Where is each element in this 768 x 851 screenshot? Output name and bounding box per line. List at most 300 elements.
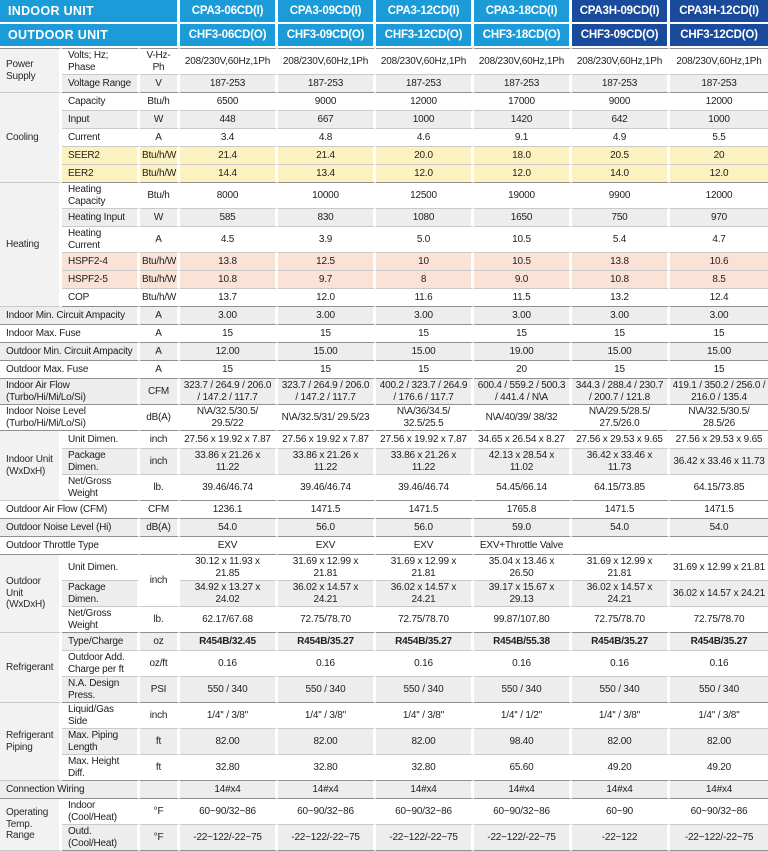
indoor-model-header: CPA3H-09CD(I) bbox=[572, 0, 670, 24]
value-cell: N\A/40/39/ 38/32 bbox=[474, 405, 572, 431]
value-cell: 400.2 / 323.7 / 264.9 / 176.6 / 117.7 bbox=[376, 379, 474, 405]
unit-cell: CFM bbox=[140, 379, 180, 405]
value-cell: -22~122 bbox=[572, 825, 670, 851]
value-cell: 14#x4 bbox=[474, 781, 572, 799]
value-cell: 8 bbox=[376, 271, 474, 289]
value-cell: 208/230V,60Hz,1Ph bbox=[180, 48, 278, 75]
indoor-model-header: CPA3H-12CD(I) bbox=[670, 0, 768, 24]
value-cell: 9900 bbox=[572, 183, 670, 209]
unit-cell: ft bbox=[140, 755, 180, 781]
unit-cell: lb. bbox=[140, 475, 180, 501]
value-cell bbox=[670, 537, 768, 555]
value-cell: 187-253 bbox=[180, 75, 278, 93]
table-row bbox=[0, 48, 768, 75]
value-cell: 187-253 bbox=[376, 75, 474, 93]
spec-label: Connection Wiring bbox=[0, 781, 140, 799]
table-row bbox=[0, 581, 768, 607]
unit-cell: A bbox=[140, 325, 180, 343]
value-cell: 12.0 bbox=[278, 289, 376, 307]
value-cell: 1420 bbox=[474, 111, 572, 129]
value-cell: R454B/35.27 bbox=[278, 633, 376, 651]
category-cell: Refrigerant Piping bbox=[0, 703, 62, 781]
table-row bbox=[0, 405, 768, 431]
value-cell: 10.5 bbox=[474, 253, 572, 271]
value-cell: 12.4 bbox=[670, 289, 768, 307]
value-cell: 13.7 bbox=[180, 289, 278, 307]
value-cell: R454B/35.27 bbox=[670, 633, 768, 651]
value-cell: 60~90/32~86 bbox=[180, 799, 278, 825]
indoor-model-header: CPA3-09CD(I) bbox=[278, 0, 376, 24]
value-cell: 14.4 bbox=[180, 165, 278, 183]
value-cell: 82.00 bbox=[670, 729, 768, 755]
value-cell: 49.20 bbox=[670, 755, 768, 781]
value-cell: 15.00 bbox=[376, 343, 474, 361]
value-cell: 550 / 340 bbox=[474, 677, 572, 703]
value-cell: 4.7 bbox=[670, 227, 768, 253]
value-cell: 19000 bbox=[474, 183, 572, 209]
value-cell: 32.80 bbox=[278, 755, 376, 781]
unit-cell: A bbox=[140, 307, 180, 325]
indoor-model-header: CPA3-12CD(I) bbox=[376, 0, 474, 24]
value-cell: 5.5 bbox=[670, 129, 768, 147]
unit-cell bbox=[140, 537, 180, 555]
indoor-unit-label: INDOOR UNIT bbox=[0, 0, 180, 24]
value-cell: 11.6 bbox=[376, 289, 474, 307]
value-cell: 1650 bbox=[474, 209, 572, 227]
value-cell: R454B/35.27 bbox=[376, 633, 474, 651]
table-row bbox=[0, 271, 768, 289]
value-cell: -22~122/-22~75 bbox=[474, 825, 572, 851]
table-row bbox=[0, 147, 768, 165]
table-row bbox=[0, 729, 768, 755]
unit-cell: inch bbox=[140, 431, 180, 449]
value-cell: 20.0 bbox=[376, 147, 474, 165]
value-cell: 60~90 bbox=[572, 799, 670, 825]
value-cell: R454B/32.45 bbox=[180, 633, 278, 651]
value-cell: 344.3 / 288.4 / 230.7 / 200.7 / 121.8 bbox=[572, 379, 670, 405]
value-cell: -22~122/-22~75 bbox=[670, 825, 768, 851]
value-cell: 187-253 bbox=[474, 75, 572, 93]
value-cell: 14#x4 bbox=[670, 781, 768, 799]
value-cell: 1000 bbox=[670, 111, 768, 129]
value-cell: -22~122/-22~75 bbox=[278, 825, 376, 851]
table-row bbox=[0, 799, 768, 825]
value-cell: 14#x4 bbox=[278, 781, 376, 799]
value-cell: 54.45/66.14 bbox=[474, 475, 572, 501]
table-row bbox=[0, 93, 768, 111]
value-cell bbox=[572, 537, 670, 555]
value-cell: 64.15/73.85 bbox=[572, 475, 670, 501]
table-row bbox=[0, 825, 768, 851]
unit-cell: CFM bbox=[140, 501, 180, 519]
value-cell: 60~90/32~86 bbox=[474, 799, 572, 825]
spec-label: Unit Dimen. bbox=[62, 555, 140, 581]
value-cell: 99.87/107.80 bbox=[474, 607, 572, 633]
value-cell: 4.5 bbox=[180, 227, 278, 253]
spec-label: Indoor Air Flow (Turbo/Hi/Mi/Lo/Si) bbox=[0, 379, 140, 405]
unit-cell: A bbox=[140, 343, 180, 361]
category-cell: Heating bbox=[0, 183, 62, 307]
outdoor-unit-header-row bbox=[0, 24, 768, 48]
value-cell: 15 bbox=[180, 325, 278, 343]
value-cell: 82.00 bbox=[278, 729, 376, 755]
spec-label: Heating Current bbox=[62, 227, 140, 253]
value-cell: 49.20 bbox=[572, 755, 670, 781]
value-cell: 60~90/32~86 bbox=[670, 799, 768, 825]
value-cell: 27.56 x 19.92 x 7.87 bbox=[376, 431, 474, 449]
value-cell: 12.0 bbox=[670, 165, 768, 183]
unit-cell: ft bbox=[140, 729, 180, 755]
spec-label: Outdoor Max. Fuse bbox=[0, 361, 140, 379]
value-cell: 27.56 x 19.92 x 7.87 bbox=[278, 431, 376, 449]
value-cell: 550 / 340 bbox=[278, 677, 376, 703]
value-cell: 0.16 bbox=[670, 651, 768, 677]
value-cell: 12.5 bbox=[278, 253, 376, 271]
value-cell: 550 / 340 bbox=[572, 677, 670, 703]
spec-label: HSPF2-4 bbox=[62, 253, 140, 271]
value-cell: 3.00 bbox=[572, 307, 670, 325]
spec-label: Heating Input bbox=[62, 209, 140, 227]
value-cell: 33.86 x 21.26 x 11.22 bbox=[376, 449, 474, 475]
value-cell: 15.00 bbox=[572, 343, 670, 361]
spec-label: Outd. (Cool/Heat) bbox=[62, 825, 140, 851]
value-cell: 35.04 x 13.46 x 26.50 bbox=[474, 555, 572, 581]
category-cell: Cooling bbox=[0, 93, 62, 183]
value-cell: 21.4 bbox=[278, 147, 376, 165]
value-cell: 82.00 bbox=[180, 729, 278, 755]
value-cell: 0.16 bbox=[278, 651, 376, 677]
category-cell: Power Supply bbox=[0, 48, 62, 93]
value-cell: 39.46/46.74 bbox=[376, 475, 474, 501]
value-cell: 59.0 bbox=[474, 519, 572, 537]
unit-cell: Btu/h/W bbox=[140, 253, 180, 271]
value-cell: 72.75/78.70 bbox=[670, 607, 768, 633]
outdoor-model-header: CHF3-12CD(O) bbox=[670, 24, 768, 48]
spec-label: Outdoor Noise Level (Hi) bbox=[0, 519, 140, 537]
value-cell: 3.9 bbox=[278, 227, 376, 253]
table-row bbox=[0, 781, 768, 799]
value-cell: 550 / 340 bbox=[376, 677, 474, 703]
value-cell: 27.56 x 19.92 x 7.87 bbox=[180, 431, 278, 449]
table-row bbox=[0, 475, 768, 501]
value-cell: 15.00 bbox=[670, 343, 768, 361]
table-row bbox=[0, 75, 768, 93]
value-cell: 36.02 x 14.57 x 24.21 bbox=[278, 581, 376, 607]
value-cell: 9000 bbox=[572, 93, 670, 111]
spec-label: Outdoor Add. Charge per ft bbox=[62, 651, 140, 677]
value-cell: 3.00 bbox=[376, 307, 474, 325]
unit-cell: Btu/h/W bbox=[140, 165, 180, 183]
value-cell: 14#x4 bbox=[572, 781, 670, 799]
value-cell: EXV bbox=[278, 537, 376, 555]
value-cell: 12.0 bbox=[474, 165, 572, 183]
value-cell: 30.12 x 11.93 x 21.85 bbox=[180, 555, 278, 581]
value-cell: 10.6 bbox=[670, 253, 768, 271]
table-row bbox=[0, 651, 768, 677]
value-cell: 9.7 bbox=[278, 271, 376, 289]
value-cell: 970 bbox=[670, 209, 768, 227]
value-cell: 585 bbox=[180, 209, 278, 227]
category-cell: Outdoor Unit (WxDxH) bbox=[0, 555, 62, 633]
value-cell: 12.00 bbox=[180, 343, 278, 361]
value-cell: 98.40 bbox=[474, 729, 572, 755]
spec-label: HSPF2-5 bbox=[62, 271, 140, 289]
table-row bbox=[0, 677, 768, 703]
value-cell: 14.0 bbox=[572, 165, 670, 183]
value-cell: 12000 bbox=[670, 183, 768, 209]
value-cell: 64.15/73.85 bbox=[670, 475, 768, 501]
unit-cell: Btu/h bbox=[140, 183, 180, 209]
value-cell: 82.00 bbox=[572, 729, 670, 755]
value-cell: 39.46/46.74 bbox=[278, 475, 376, 501]
value-cell: 830 bbox=[278, 209, 376, 227]
value-cell: 18.0 bbox=[474, 147, 572, 165]
category-cell: Operating Temp. Range bbox=[0, 799, 62, 851]
value-cell: 15.00 bbox=[278, 343, 376, 361]
value-cell: 20 bbox=[474, 361, 572, 379]
value-cell: 42.13 x 28.54 x 11.02 bbox=[474, 449, 572, 475]
value-cell: 208/230V,60Hz,1Ph bbox=[670, 48, 768, 75]
unit-cell: inch bbox=[140, 449, 180, 475]
value-cell: 15 bbox=[670, 325, 768, 343]
table-row bbox=[0, 537, 768, 555]
value-cell: R454B/55.38 bbox=[474, 633, 572, 651]
spec-label: Capacity bbox=[62, 93, 140, 111]
value-cell: 8000 bbox=[180, 183, 278, 209]
value-cell: -22~122/-22~75 bbox=[180, 825, 278, 851]
spec-table-body bbox=[0, 48, 768, 851]
value-cell: 15 bbox=[572, 361, 670, 379]
value-cell: 9.1 bbox=[474, 129, 572, 147]
value-cell: 10.8 bbox=[180, 271, 278, 289]
value-cell: 19.00 bbox=[474, 343, 572, 361]
value-cell: 1/4'' / 3/8'' bbox=[572, 703, 670, 729]
table-row bbox=[0, 289, 768, 307]
spec-label: Current bbox=[62, 129, 140, 147]
value-cell: 15 bbox=[376, 361, 474, 379]
value-cell: 31.69 x 12.99 x 21.81 bbox=[670, 555, 768, 581]
value-cell: 600.4 / 559.2 / 500.3 / 441.4 / N\A bbox=[474, 379, 572, 405]
value-cell: 8.5 bbox=[670, 271, 768, 289]
unit-cell: inch bbox=[140, 703, 180, 729]
value-cell: EXV bbox=[180, 537, 278, 555]
spec-label: Liquid/Gas Side bbox=[62, 703, 140, 729]
value-cell: 17000 bbox=[474, 93, 572, 111]
unit-cell: °F bbox=[140, 799, 180, 825]
spec-label: Indoor (Cool/Heat) bbox=[62, 799, 140, 825]
value-cell: 15 bbox=[278, 325, 376, 343]
value-cell: 27.56 x 29.53 x 9.65 bbox=[572, 431, 670, 449]
value-cell: 14#x4 bbox=[180, 781, 278, 799]
value-cell: 448 bbox=[180, 111, 278, 129]
unit-cell: Btu/h bbox=[140, 93, 180, 111]
value-cell: 9.0 bbox=[474, 271, 572, 289]
value-cell: -22~122/-22~75 bbox=[376, 825, 474, 851]
indoor-model-header: CPA3-18CD(I) bbox=[474, 0, 572, 24]
value-cell: 1471.5 bbox=[572, 501, 670, 519]
value-cell: 208/230V,60Hz,1Ph bbox=[572, 48, 670, 75]
spec-label: Max. Height Diff. bbox=[62, 755, 140, 781]
spec-label: Type/Charge bbox=[62, 633, 140, 651]
value-cell: N\A/32.5/30.5/ 28.5/26 bbox=[670, 405, 768, 431]
unit-cell: oz/ft bbox=[140, 651, 180, 677]
value-cell: 56.0 bbox=[376, 519, 474, 537]
value-cell: 208/230V,60Hz,1Ph bbox=[278, 48, 376, 75]
unit-cell: A bbox=[140, 227, 180, 253]
spec-label: SEER2 bbox=[62, 147, 140, 165]
value-cell: 0.16 bbox=[572, 651, 670, 677]
outdoor-model-header: CHF3-06CD(O) bbox=[180, 24, 278, 48]
table-row bbox=[0, 755, 768, 781]
value-cell: 1/4'' / 3/8'' bbox=[180, 703, 278, 729]
unit-cell: Btu/h/W bbox=[140, 289, 180, 307]
value-cell: 550 / 340 bbox=[180, 677, 278, 703]
value-cell: 3.00 bbox=[180, 307, 278, 325]
table-row bbox=[0, 449, 768, 475]
value-cell: 3.00 bbox=[474, 307, 572, 325]
value-cell: 1236.1 bbox=[180, 501, 278, 519]
value-cell: 10.8 bbox=[572, 271, 670, 289]
value-cell: 65.60 bbox=[474, 755, 572, 781]
spec-label: Outdoor Min. Circuit Ampacity bbox=[0, 343, 140, 361]
value-cell: 12000 bbox=[376, 93, 474, 111]
unit-cell: PSI bbox=[140, 677, 180, 703]
value-cell: 11.5 bbox=[474, 289, 572, 307]
value-cell: 1080 bbox=[376, 209, 474, 227]
value-cell: 34.65 x 26.54 x 8.27 bbox=[474, 431, 572, 449]
value-cell: 54.0 bbox=[572, 519, 670, 537]
unit-cell: lb. bbox=[140, 607, 180, 633]
outdoor-unit-label: OUTDOOR UNIT bbox=[0, 24, 180, 48]
spec-label: Net/Gross Weight bbox=[62, 475, 140, 501]
value-cell: 20 bbox=[670, 147, 768, 165]
value-cell: N\A/32.5/30.5/ 29.5/22 bbox=[180, 405, 278, 431]
value-cell: 1471.5 bbox=[376, 501, 474, 519]
unit-cell: A bbox=[140, 361, 180, 379]
table-row bbox=[0, 227, 768, 253]
value-cell: 36.02 x 14.57 x 24.21 bbox=[670, 581, 768, 607]
value-cell: 15 bbox=[474, 325, 572, 343]
table-row bbox=[0, 501, 768, 519]
value-cell: 3.00 bbox=[278, 307, 376, 325]
value-cell: 3.4 bbox=[180, 129, 278, 147]
value-cell: 32.80 bbox=[376, 755, 474, 781]
value-cell: EXV bbox=[376, 537, 474, 555]
value-cell: 60~90/32~86 bbox=[278, 799, 376, 825]
value-cell: 15 bbox=[180, 361, 278, 379]
spec-label: Unit Dimen. bbox=[62, 431, 140, 449]
value-cell: 187-253 bbox=[278, 75, 376, 93]
spec-label: Indoor Noise Level (Turbo/Hi/Mi/Lo/Si) bbox=[0, 405, 140, 431]
value-cell: 33.86 x 21.26 x 11.22 bbox=[180, 449, 278, 475]
unit-cell: W bbox=[140, 111, 180, 129]
value-cell: 15 bbox=[376, 325, 474, 343]
value-cell: 39.46/46.74 bbox=[180, 475, 278, 501]
value-cell: 750 bbox=[572, 209, 670, 227]
table-row bbox=[0, 703, 768, 729]
spec-label: Voltage Range bbox=[62, 75, 140, 93]
value-cell: 642 bbox=[572, 111, 670, 129]
value-cell: 3.00 bbox=[670, 307, 768, 325]
table-row bbox=[0, 165, 768, 183]
value-cell: 208/230V,60Hz,1Ph bbox=[376, 48, 474, 75]
value-cell: 54.0 bbox=[180, 519, 278, 537]
value-cell: 0.16 bbox=[474, 651, 572, 677]
value-cell: 54.0 bbox=[670, 519, 768, 537]
value-cell: 21.4 bbox=[180, 147, 278, 165]
value-cell: 14#x4 bbox=[376, 781, 474, 799]
value-cell: 33.86 x 21.26 x 11.22 bbox=[278, 449, 376, 475]
unit-cell: V-Hz-Ph bbox=[140, 48, 180, 75]
value-cell: 1000 bbox=[376, 111, 474, 129]
value-cell: 72.75/78.70 bbox=[572, 607, 670, 633]
table-row bbox=[0, 519, 768, 537]
category-cell: Indoor Unit (WxDxH) bbox=[0, 431, 62, 501]
spec-label: Package Dimen. bbox=[62, 581, 140, 607]
unit-cell: V bbox=[140, 75, 180, 93]
table-row bbox=[0, 431, 768, 449]
spec-label: COP bbox=[62, 289, 140, 307]
value-cell: 62.17/67.68 bbox=[180, 607, 278, 633]
table-row bbox=[0, 209, 768, 227]
value-cell: 36.02 x 14.57 x 24.21 bbox=[376, 581, 474, 607]
table-row bbox=[0, 343, 768, 361]
value-cell: 187-253 bbox=[670, 75, 768, 93]
value-cell: 1471.5 bbox=[670, 501, 768, 519]
value-cell: 187-253 bbox=[572, 75, 670, 93]
value-cell: 10000 bbox=[278, 183, 376, 209]
spec-label: Package Dimen. bbox=[62, 449, 140, 475]
value-cell: 1/4'' / 3/8'' bbox=[278, 703, 376, 729]
table-row bbox=[0, 633, 768, 651]
spec-label: Indoor Min. Circuit Ampacity bbox=[0, 307, 140, 325]
spec-label: Volts; Hz; Phase bbox=[62, 48, 140, 75]
spec-label: Input bbox=[62, 111, 140, 129]
table-row bbox=[0, 361, 768, 379]
value-cell: 12000 bbox=[670, 93, 768, 111]
table-row bbox=[0, 325, 768, 343]
value-cell: 39.17 x 15.67 x 29.13 bbox=[474, 581, 572, 607]
category-cell: Refrigerant bbox=[0, 633, 62, 703]
value-cell: 27.56 x 29.53 x 9.65 bbox=[670, 431, 768, 449]
indoor-unit-header-row bbox=[0, 0, 768, 24]
value-cell: 6500 bbox=[180, 93, 278, 111]
value-cell: 34.92 x 13.27 x 24.02 bbox=[180, 581, 278, 607]
unit-cell: °F bbox=[140, 825, 180, 851]
value-cell: 5.4 bbox=[572, 227, 670, 253]
value-cell: 31.69 x 12.99 x 21.81 bbox=[376, 555, 474, 581]
value-cell: 323.7 / 264.9 / 206.0 / 147.2 / 117.7 bbox=[278, 379, 376, 405]
outdoor-model-header: CHF3-09CD(O) bbox=[572, 24, 670, 48]
value-cell: 12.0 bbox=[376, 165, 474, 183]
value-cell: 667 bbox=[278, 111, 376, 129]
value-cell: 36.02 x 14.57 x 24.21 bbox=[572, 581, 670, 607]
outdoor-model-header: CHF3-12CD(O) bbox=[376, 24, 474, 48]
unit-cell: W bbox=[140, 209, 180, 227]
value-cell: 1/4'' / 3/8'' bbox=[376, 703, 474, 729]
value-cell: 4.8 bbox=[278, 129, 376, 147]
table-row bbox=[0, 555, 768, 581]
unit-cell: A bbox=[140, 129, 180, 147]
value-cell: 550 / 340 bbox=[670, 677, 768, 703]
value-cell: 0.16 bbox=[180, 651, 278, 677]
value-cell: 31.69 x 12.99 x 21.81 bbox=[278, 555, 376, 581]
value-cell: N\A/32.5/31/ 29.5/23 bbox=[278, 405, 376, 431]
value-cell: 36.42 x 33.46 x 11.73 bbox=[572, 449, 670, 475]
outdoor-model-header: CHF3-18CD(O) bbox=[474, 24, 572, 48]
spec-label: Net/Gross Weight bbox=[62, 607, 140, 633]
value-cell: 32.80 bbox=[180, 755, 278, 781]
